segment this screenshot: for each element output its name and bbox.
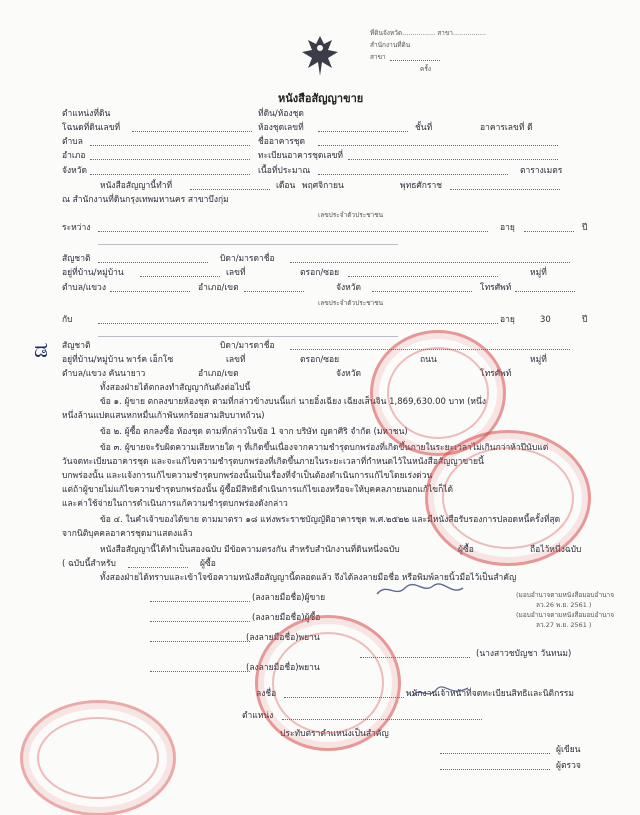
floor-label: ชั้นที่ — [415, 123, 433, 133]
contract-intro: หนังสือสัญญานี้ทำที่ — [100, 181, 173, 191]
position-label: ตำแหน่งที่ดิน — [62, 109, 111, 119]
id-note-1: เลขประจำตัวประชาชน — [318, 211, 384, 219]
clause-3-line3: บกพร่องนั้น และแจ้งการแก้ไขความชำรุดบกพร่องนั้นเป็นเรื่องที่จำเป็นต้องดำเนินการแก้ไขโดยเร่งด่วน — [62, 471, 433, 481]
amphoe2-label-1: อำเภอ/เขต — [198, 283, 239, 293]
changwat-label-2: จังหวัด — [336, 369, 362, 379]
both-parties-line: ทั้งสองฝ่ายได้ตกลงทำสัญญากันดังต่อไปนี้ — [100, 383, 251, 393]
witness-1-sign: (ลงลายมือชื่อ)พยาน — [246, 633, 320, 643]
signed-label: ลงชื่อ — [256, 689, 277, 699]
amphoe2-label-2: อำเภอ/เขต — [198, 369, 239, 379]
subject-label: ที่ดิน/ห้องชุด — [258, 109, 304, 119]
party1-header: ระหว่าง — [62, 223, 91, 233]
clause-1-cont: หนึ่งล้านแปดแสนหกหมื่นเก้าพันหกร้อยสามสิบบาทถ้วน) — [62, 411, 265, 421]
clause-2: ข้อ ๒. ผู้ซื้อ ตกลงซื้อ ห้องชุด ตามที่กล่าวในข้อ 1 จาก บริษัท ญดาศิริ จำกัด (มหาชน) — [100, 427, 408, 437]
seal-label: ประทับตราตำแหน่งเป็นสำคัญ — [280, 729, 389, 739]
tambon-value-2: ตำบล/แขวง คันนายาว — [62, 369, 146, 379]
garuda-emblem-icon — [298, 32, 342, 80]
condo-name-label: ชื่ออาคารชุด — [258, 137, 306, 147]
phone-label-2: โทรศัพท์ — [480, 369, 512, 379]
phone-label-1: โทรศัพท์ — [480, 283, 512, 293]
writer-label: ผู้เขียน — [556, 745, 581, 755]
red-official-stamp-icon — [425, 430, 591, 566]
moo-label-1: หมู่ที่ — [530, 268, 547, 278]
building-no: อาคารเลขที่ ดี — [480, 123, 533, 133]
parents-label-1: บิดา/มารดาชื่อ — [220, 254, 275, 264]
deed-no-label: โฉนดที่ดินเลขที่ — [62, 123, 121, 133]
checker-label: ผู้ตรวจ — [556, 761, 581, 771]
house-no-label-2: เลขที่ — [226, 355, 246, 365]
header-office-line2: สำนักงานที่ดิน — [370, 41, 411, 49]
address-value-2: อยู่ที่บ้าน/หมู่บ้าน พาร์ค เอ็กโซ — [62, 355, 174, 365]
clause-3-line2: วันจดทะเบียนอาคารชุด และจะแก้ไขความชำรุดบกพร่องที่เกิดขึ้นภายในระยะเวลาที่กำหนดไว้ในหนังสือสัญญาขายนี้ — [62, 457, 484, 467]
officer-line: พนักงานเจ้าหน้าที่จดทะเบียนสิทธิและนิติกรรม — [406, 689, 574, 699]
month-label: เดือน — [276, 181, 296, 191]
signature-scribble-icon — [410, 684, 470, 702]
month-value: พฤศจิกายน — [302, 181, 344, 191]
tambon-label-1: ตำบล/แขวง — [62, 283, 106, 293]
moo-label-2: หมู่ที่ — [530, 355, 547, 365]
province-label: จังหวัด — [62, 166, 88, 176]
age-value-2: 30 — [540, 315, 551, 325]
header-office-line3: สาขา — [370, 53, 386, 61]
witness-2-sign: (ลงลายมือชื่อ)พยาน — [246, 663, 320, 673]
age-label-1: อายุ — [500, 223, 515, 233]
road-label-2: ถนน — [420, 355, 437, 365]
buyer-sign: (ลงลายมือชื่อ)ผู้ซื้อ — [252, 613, 321, 623]
clause-3-line5: และค่าใช้จ่ายในการดำเนินการแก้ความชำรุดบกพร่องดังกล่าว — [62, 499, 288, 509]
clause-3-line4: แต่ถ้าผู้ขายไม่แก้ไขความชำรุดบกพร่องนั้น ผู้ซื้อมีสิทธิดำเนินการแก้ไขเองหรือจะให้บุคคลภายนอกแก้ไขก็ได้ — [62, 485, 454, 495]
header-office-line4: ครั้ง — [420, 65, 432, 73]
house-no-label-1: เลขที่ — [226, 268, 246, 278]
signature-scribble-icon — [375, 580, 465, 600]
clause-1: ข้อ ๑. ผู้ขาย ตกลงขายห้องชุด ตามที่กล่าวข้างบนนี้แก่ นายอิ๋งเฉียง เฉียงเส็นจิน 1,869,630.00 บาท (หนึ่ง — [100, 397, 486, 407]
id-note-2: เลขประจำตัวประชาชน — [318, 299, 384, 307]
room-label: ห้องชุดเลขที่ — [258, 123, 304, 133]
nationality-label-1: สัญชาติ — [62, 254, 91, 264]
clause-3-line1: ข้อ ๓. ผู้ขายจะรับผิดความเสียหายใด ๆ ที่เกิดขึ้นเนื่องจากความชำรุดบกพร่องที่เกิดขึ้นภายในระยะเวลาไม่เกินกว่าห้าปีนับแต่ — [100, 443, 549, 453]
note-2a: (มอบอำนาจตามหนังสือมอบอำนาจ — [516, 611, 615, 619]
read-line: ทั้งสองฝ่ายได้ทราบและเข้าใจข้อความหนังสือสัญญานี้ตลอดแล้ว จึงได้ลงลายมือชื่อ หรือพิมพ์ลายนิ้วมือไว้เป็นสำคัญ — [100, 573, 517, 583]
place-line: ณ สำนักงานที่ดินกรุงเทพมหานคร สาขาบึงกุ่ม — [62, 195, 229, 205]
copy-for-label: ( ฉบับนี้สำหรับ — [62, 559, 116, 569]
alley-label-1: ตรอก/ซอย — [300, 268, 340, 278]
nationality-label-2: สัญชาติ — [62, 341, 91, 351]
address-label-1: อยู่ที่บ้าน/หมู่บ้าน — [62, 268, 124, 278]
buyer-copy-label: ผู้ซื้อ — [458, 545, 474, 555]
years-label-2: ปี — [582, 315, 588, 325]
area-label: เนื้อที่ประมาณ — [258, 166, 311, 176]
seller-sign: (ลงลายมือชื่อ)ผู้ขาย — [252, 593, 326, 603]
changwat-label-1: จังหวัด — [336, 283, 362, 293]
hold-label: ถือไว้หนึ่งฉบับ — [530, 545, 582, 555]
sqm-label: ตารางเมตร — [520, 166, 563, 176]
with-label: กับ — [62, 315, 73, 325]
district-label: ตำบล — [62, 137, 83, 147]
note-1a: (มอบอำนาจตามหนังสือมอบอำนาจ — [516, 591, 615, 599]
condo-reg-label: ทะเบียนอาคารชุดเลขที่ — [258, 151, 343, 161]
alley-label-2: ตรอก/ซอย — [300, 355, 340, 365]
buyer-label-2: ผู้ซื้อ — [200, 559, 216, 569]
officer-position-label: ตำแหน่ง — [242, 711, 274, 721]
years-label-1: ปี — [582, 223, 588, 233]
clause-4-line1: ข้อ ๔. ในคำเจ้าของได้ขาย ตามมาตรา ๑๘ แห่งพระราชบัญญัติอาคารชุด พ.ศ.๒๕๒๒ และมีหนังสือรับรองการปลอดหนี้ครั้งที่สุด — [100, 515, 561, 525]
clause-4-line2: จากนิติบุคคลอาคารชุดมาแสดงแล้ว — [62, 529, 193, 539]
handwritten-mark-icon: ಡ — [34, 338, 49, 363]
red-official-stamp-icon — [255, 615, 401, 751]
note-1b: ลว.26 พ.ย. 2561 ) — [536, 601, 592, 609]
parents-label-2: บิดา/มารดาชื่อ — [220, 341, 275, 351]
witness-2-name: (นางสาวชบัญชา วันทนม) — [476, 649, 572, 659]
amphoe-label: อำเภอ — [62, 151, 86, 161]
copies-line: หนังสือสัญญานี้ได้ทำเป็นสองฉบับ มีข้อความตรงกัน สำหรับสำนักงานที่ดินหนึ่งฉบับ — [100, 545, 400, 555]
document-title: หนังสือสัญญาขาย — [278, 92, 364, 105]
note-2b: ลว.27 พ.ย. 2561 ) — [536, 621, 592, 629]
era-label: พุทธศักราช — [400, 181, 443, 191]
red-official-stamp-icon — [20, 700, 176, 815]
header-office-line1: ที่ดินจังหวัด................ สาขา................ — [370, 29, 486, 37]
age-label-2: อายุ — [500, 315, 515, 325]
